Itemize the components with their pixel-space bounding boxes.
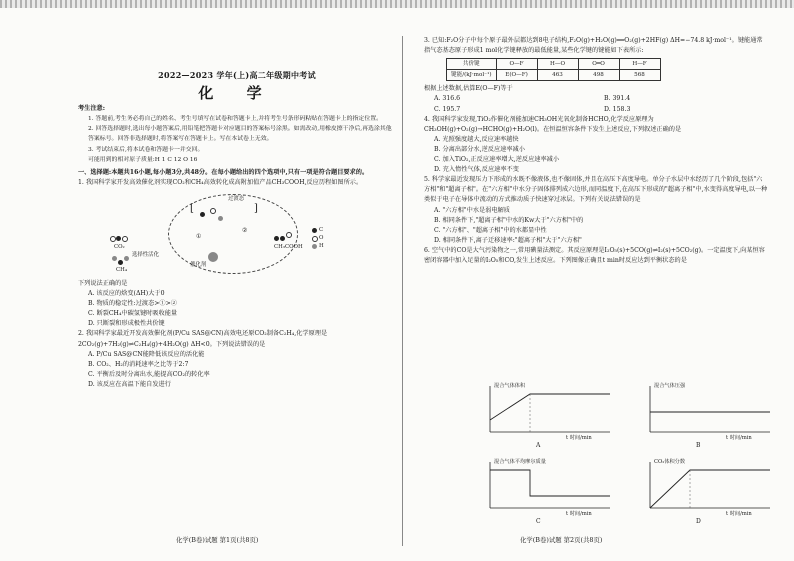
section-one-heading: 一、选择题:本题共16小题,每小题3分,共48分。在每小题给出的四个选项中,只有一项是符合题目要求的。 (78, 168, 369, 176)
ts-hydrogen (218, 216, 223, 221)
subject-title: 化 学 (198, 84, 276, 103)
q5-option-b: B. 相同条件下,"超离子相"中水的Kw大于"六方相"中的 (434, 216, 584, 224)
legend-c-label: C (319, 226, 324, 233)
scan-edge (0, 0, 794, 8)
co2-oxygen-left (110, 236, 116, 242)
q3-option-c: C. 195.7 (434, 105, 461, 113)
footer-right: 化学(B卷)试题 第2页(共8页) (520, 536, 603, 544)
ts-oxygen (210, 208, 216, 214)
product-label: CH₃COOH (274, 243, 303, 250)
ch4-label: CH₄ (116, 266, 127, 273)
graph-b-ylabel: 混合气体压强 (654, 383, 686, 389)
legend-o-dot (312, 236, 318, 242)
bond-header-cell: 共价键 (447, 59, 497, 70)
bond-cell: E(O—F) (496, 70, 537, 81)
product-oxygen (286, 232, 292, 238)
q5-option-a: A. "六方相"中水是弱电解质 (434, 206, 510, 214)
graph-b-letter: B (696, 442, 701, 449)
graph-c (470, 456, 620, 526)
product-carbon-1 (274, 236, 279, 241)
graph-d-letter: D (696, 518, 701, 525)
marker-2: ② (242, 226, 248, 234)
graph-a-xlabel: t 时间/min (566, 435, 592, 441)
q1-stem: 1. 我国科学家开发高效催化剂实现CO₂和CH₄高效转化成高附加值产品CH₃COOH,反应历程如图所示。 (78, 178, 363, 186)
product-carbon-2 (280, 236, 285, 241)
graph-d-ylabel: CO₂体积分数 (654, 459, 686, 465)
bond-cell: 463 (537, 70, 578, 81)
notice-item-3: 3. 考试结束后,将本试卷和答题卡一并交回。 (88, 146, 204, 153)
bond-header-cell: O—F (496, 59, 537, 70)
bond-table-row (447, 70, 661, 81)
graph-a (470, 380, 620, 450)
q3-options-row-1 (424, 94, 768, 104)
q4-stem: 4. 我国科学家发现,TiO₂作催化剂能加速CH₃OH光氧化制备HCHO,化学反应原理为CH₃OH(g)+O₂(g)→HCHO(g)+H₂O(l)。在恒温恒容条件下发生上述反应,下列叙述正确的是 (424, 115, 682, 133)
graph-c-ylabel: 混合气体平均摩尔质量 (494, 459, 546, 465)
q5-option-c: C. "六方相"、"超离子相"中的水都显中性 (434, 226, 547, 234)
bond-header-cell: H—F (619, 59, 660, 70)
graph-d-plot (630, 456, 780, 518)
notice-item-1: 1. 答题前,考生务必将自己的姓名、考生号填写在试卷和答题卡上,并将考生号条形码粘贴在答题卡上的指定位置。 (88, 116, 382, 123)
q6-graphs (470, 380, 770, 530)
notice-heading: 考生注意: (78, 105, 106, 113)
bond-table-header (447, 59, 661, 70)
graph-b-xlabel: t 时间/min (726, 435, 752, 441)
q1-option-d: D. 只断裂和形成极性共价键 (88, 320, 165, 328)
reaction-ellipse (168, 194, 298, 274)
q2-option-a: A. P/Cu SAS@CN能降低该反应的活化能 (88, 350, 205, 358)
atomic-mass-line: 可能用到的相对原子质量:H 1 C 12 O 16 (88, 156, 198, 163)
q2-option-d: D. 该反应在高温下能自发进行 (88, 380, 171, 388)
q2-stem: 2. 我国科学家最近开发高效催化剂(P/Cu SAS@CN)高效电还原CO₂制备C₂H₄,化学原理是2CO₂(g)+7H₂(g)⇌C₂H₄(g)+4H₂O(g) ΔH<0。下列说法错误的是 (78, 330, 328, 348)
ch4-h2 (124, 256, 129, 261)
q4-option-d: D. 充入惰性气体,反应速率不变 (434, 166, 519, 174)
q2-option-c: C. 平衡后及时分离出水,能提高CO₂的转化率 (88, 370, 210, 378)
page-divider (402, 36, 403, 546)
bond-header-cell: H—O (537, 59, 578, 70)
bracket-right: ] (254, 202, 258, 214)
ch4-h1 (112, 256, 117, 261)
graph-c-xlabel: t 时间/min (566, 511, 592, 517)
bond-energy-table (446, 58, 661, 81)
q3-option-d: D. 158.3 (604, 105, 631, 113)
q4-option-b: B. 分离出部分水,逆反应速率减小 (434, 145, 525, 153)
q4-option-c: C. 加入TiO₂,正反应速率增大,逆反应速率减小 (434, 156, 560, 164)
q1-option-c: C. 断裂CH₄中碳氢键时吸收能量 (88, 310, 178, 318)
ts-carbon (200, 212, 205, 217)
co2-carbon (116, 236, 121, 241)
exam-title: 2022—2023 学年(上)高二年级期中考试 (158, 70, 316, 80)
graph-c-letter: C (536, 518, 541, 525)
co2-oxygen-right (122, 236, 128, 242)
legend-h-dot (312, 244, 317, 249)
catalyst-label: 催化剂 (190, 261, 207, 268)
q1-lead: 下列说法正确的是 (78, 279, 128, 287)
graph-b-plot (630, 380, 780, 442)
q2-option-b: B. CO₂、H₂的消耗速率之比等于2:7 (88, 360, 189, 368)
q3-options-row-2 (424, 105, 768, 115)
graph-a-plot (470, 380, 620, 442)
notice-item-2: 2. 回答选择题时,选出每小题答案后,用铅笔把答题卡对应题目的答案标号涂黑。如需改动,用橡皮擦干净后,再选涂其他答案标号。回答非选择题时,将答案写在答题卡上。写在本试卷上无效。 (88, 126, 392, 143)
q4-option-a: A. 光照强度越大,反应速率越快 (434, 135, 519, 143)
transition-state-label: 过渡态 (228, 195, 245, 202)
q1-option-a: A. 该反应的焓变(ΔH)大于0 (88, 290, 165, 298)
footer-left: 化学(B卷)试题 第1页(共8页) (176, 536, 259, 544)
graph-d-xlabel: t 时间/min (726, 511, 752, 517)
q5-stem: 5. 科学家最近发现压力下形成的水既不像液体,也不像固体,并且在高压下高度导电。单分子水层中水经历了几个阶段,包括"六方相"和"超离子相"。在"六方相"中水分子固体排列成六边形,而同温度下,在高压下形成的"超离子相"中,水变得高度导电,以一种类似于电子在导体中流动的方式推动质子快速穿过冰层。下列有关说法错误的是 (424, 176, 768, 204)
legend-h-label: H (319, 242, 324, 249)
bond-cell: 键能/(kJ·mol⁻¹) (447, 70, 497, 81)
q3-option-a: A. 316.6 (434, 95, 461, 103)
graph-b (630, 380, 780, 450)
q3-lead: 根据上述数据,估算E(O—F)等于 (424, 85, 513, 93)
q3-option-b: B. 391.4 (604, 95, 631, 103)
graph-d (630, 456, 780, 526)
selective-activation-label: 选择性活化 (132, 251, 159, 258)
graph-c-plot (470, 456, 620, 518)
left-page (78, 36, 396, 390)
marker-1: ① (196, 232, 202, 240)
co2-label: CO₂ (114, 243, 125, 250)
bond-header-cell: O═O (578, 59, 619, 70)
legend-o-label: O (319, 234, 324, 241)
q3-stem: 3. 已知:F₂O分子中每个原子最外层都达到8电子结构,F₂O(g)+H₂O(g)══O₂(g)+2HF(g) ΔH=−74.8 kJ·mol⁻¹。键能通常指气态基态原子形成1 mol化学键释放的最低能量,某些化学键的键能如下表所示: (424, 37, 763, 55)
right-page (424, 36, 768, 266)
ch4-carbon (118, 260, 123, 265)
bond-cell: 568 (619, 70, 660, 81)
graph-a-letter: A (536, 442, 541, 449)
bracket-left: [ (190, 202, 194, 214)
q6-stem: 6. 空气中的CO是大气污染物之一,常用碘量法测定。其反应原理是I₂O₅(s)+5CO(g)⇌I₂(s)+5CO₂(g)。一定温度下,向某恒容密闭容器中加入足量的I₂O₅和CO,发生上述反应。下列图像正确且t min时反应达到平衡状态的是 (424, 246, 765, 264)
bond-cell: 498 (578, 70, 619, 81)
q5-option-d: D. 相同条件下,离子迁移速率:"超离子相"大于"六方相" (434, 236, 582, 244)
q1-option-b: B. 物质的稳定性:过渡态>①>② (88, 300, 177, 308)
graph-a-ylabel: 混合气体体积 (494, 383, 526, 389)
q1-reaction-figure (78, 190, 396, 276)
catalyst-sphere (208, 252, 218, 262)
legend-c-dot (312, 228, 317, 233)
